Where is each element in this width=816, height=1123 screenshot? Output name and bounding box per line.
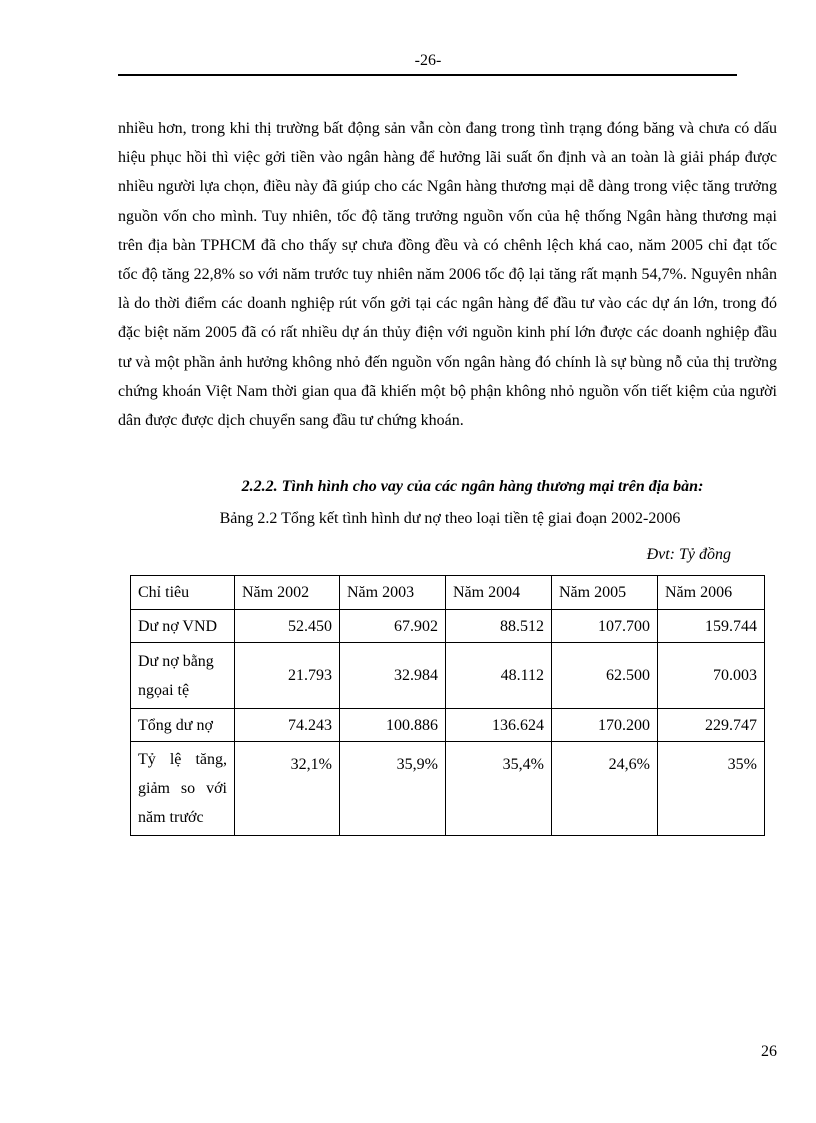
value-cell: 229.747 [658,709,765,742]
value-cell: 67.902 [340,610,446,643]
value-cell: 32.984 [340,643,446,709]
row-label-text: Tỷ lệ tăng, giảm so với năm trước [138,751,227,826]
value-cell: 35% [658,742,765,836]
value-cell: 88.512 [446,610,552,643]
table-header-row [131,576,765,610]
header-cell: Năm 2003 [340,576,446,610]
table-row [131,610,765,643]
page-number: 26 [761,1043,777,1060]
table-row [131,742,765,836]
header-cell: Năm 2005 [552,576,658,610]
row-label [131,742,235,836]
body-paragraph: nhiều hơn, trong khi thị trường bất động sản vẫn còn đang trong tình trạng đóng băng và chưa có dấu hiệu phục hồi thì việc gởi tiền vào ngân hàng để hưởng lãi suất ổn định và an toàn là giải pháp được nhiều người lựa chọn, điều này đã giúp cho các Ngân hàng thương mại dễ dàng trong việc tăng trưởng nguồn vốn cho mình. Tuy nhiên, tốc độ tăng trưởng nguồn vốn của hệ thống Ngân hàng thương mại trên địa bàn TPHCM đã cho thấy sự chưa đồng đều và có chênh lệch khá cao, năm 2005 chỉ đạt tốc tốc độ tăng 22,8% so với năm trước tuy nhiên năm 2006 tốc độ lại tăng rất mạnh 54,7%. Nguyên nhân là do thời điểm các doanh nghiệp rút vốn gởi tại các ngân hàng để đầu tư vào các dự án lớn, trong đó đặc biệt năm 2005 đã có rất nhiều dự án thủy điện với nguồn kinh phí lớn được các doanh nghiệp đầu tư và một phần ảnh hưởng không nhỏ đến nguồn vốn ngân hàng đó chính là sự bùng nỗ của thị trường chứng khoán Việt Nam thời gian qua đã khiến một bộ phận không nhỏ nguồn vốn tiết kiệm của người dân được được dịch chuyển sang đầu tư chứng khoán. [118,120,777,430]
value-cell: 70.003 [658,643,765,709]
row-label: Dư nợ bằng ngọai tệ [131,643,235,709]
value-cell: 24,6% [552,742,658,836]
header-rule [118,74,737,76]
value-cell: 32,1% [235,742,340,836]
header-cell: Năm 2004 [446,576,552,610]
value-cell: 62.500 [552,643,658,709]
section-heading: 2.2.2. Tình hình cho vay của các ngân hàng thương mại trên địa bàn: [241,478,704,495]
value-cell: 159.744 [658,610,765,643]
table-row [131,643,765,709]
table-row [131,709,765,742]
value-cell: 21.793 [235,643,340,709]
value-cell: 52.450 [235,610,340,643]
header-cell: Chỉ tiêu [131,576,235,610]
value-cell: 48.112 [446,643,552,709]
value-cell: 35,4% [446,742,552,836]
row-label: Dư nợ VND [131,610,235,643]
unit-label: Đvt: Tỷ đồng [646,546,731,563]
loan-table [130,575,765,836]
header-cell: Năm 2002 [235,576,340,610]
table-caption: Bảng 2.2 Tổng kết tình hình dư nợ theo loại tiền tệ giai đoạn 2002-2006 [219,510,681,527]
value-cell: 107.700 [552,610,658,643]
page-marker: -26- [414,52,442,69]
row-label: Tổng dư nợ [131,709,235,742]
value-cell: 100.886 [340,709,446,742]
value-cell: 74.243 [235,709,340,742]
value-cell: 35,9% [340,742,446,836]
value-cell: 170.200 [552,709,658,742]
value-cell: 136.624 [446,709,552,742]
header-cell: Năm 2006 [658,576,765,610]
